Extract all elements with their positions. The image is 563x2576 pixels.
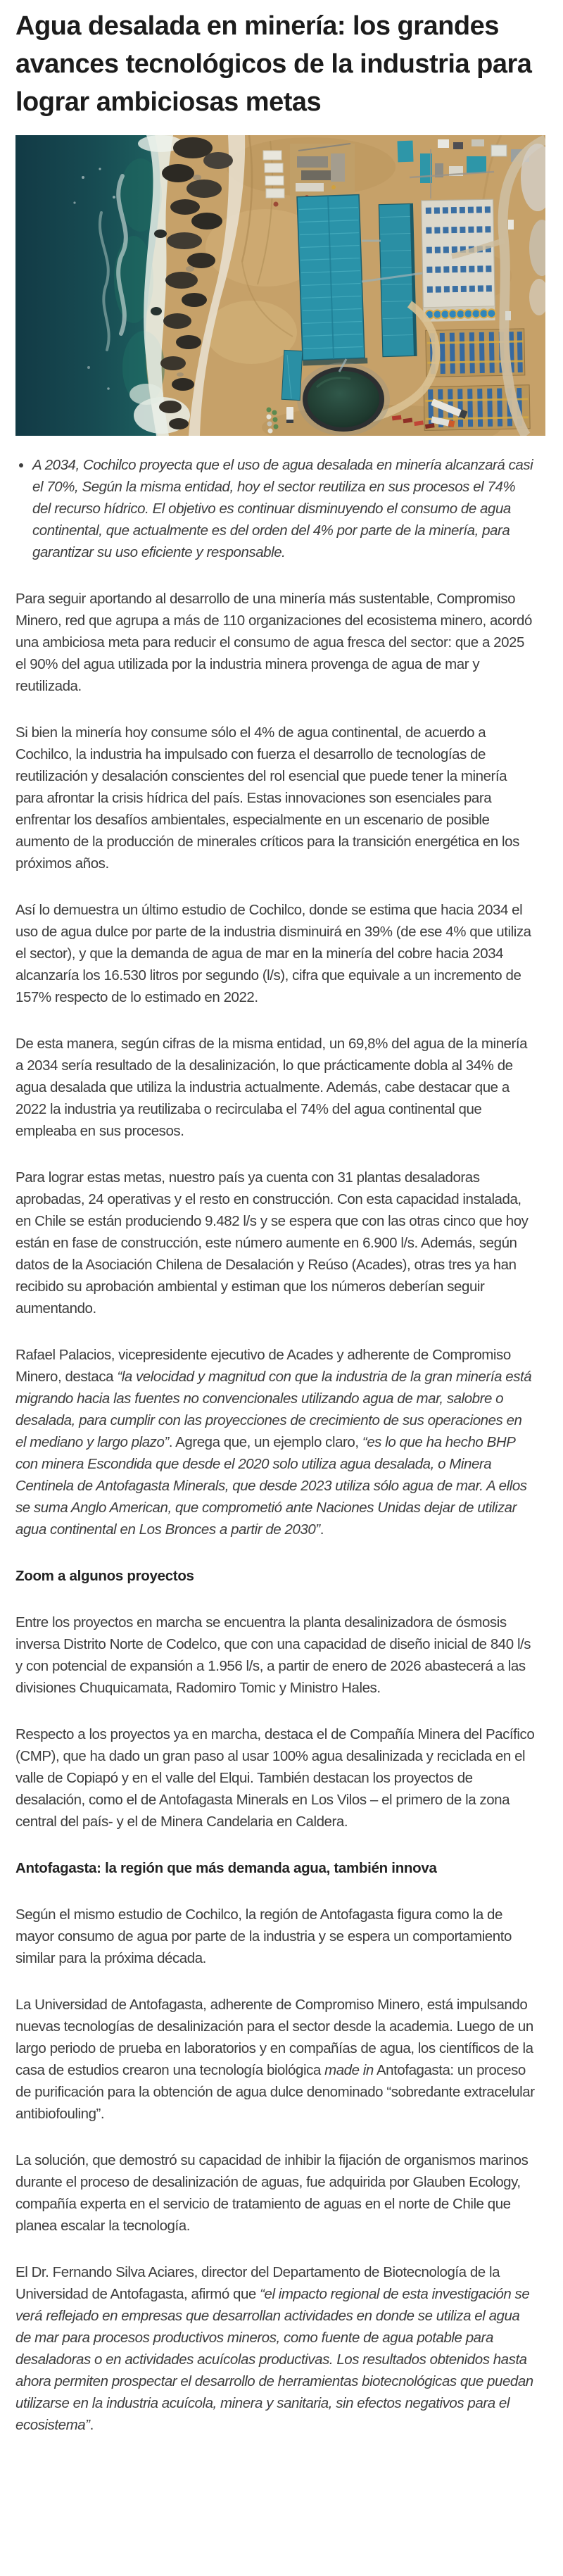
paragraph: De esta manera, según cifras de la misma entidad, un 69,8% del agua de la minería a 2034 sería resultado de la desalinización, lo que prácticamente dobla al 34% de agua desalada que utiliza la industria actualmente. Además, cabe destacar que a 2022 la industria ya reutilizaba o recirculaba el 74% del agua continental que empleaba en sus procesos. [15, 1036, 528, 1139]
circular-pond [297, 363, 390, 436]
lead-bullet-list [15, 454, 535, 563]
paragraph: Según el mismo estudio de Cochilco, la región de Antofagasta figura como la de mayor consumo de agua por parte de la industria y se espera un comportamiento similar para la próxima década. [15, 1906, 512, 1966]
section-heading: Antofagasta: la región que más demanda agua, también innova [15, 1860, 437, 1876]
section-heading: Zoom a algunos proyectos [15, 1568, 194, 1584]
paragraph: La solución, que demostró su capacidad de inhibir la fijación de organismos marinos durante el proceso de desalinización de aguas, fue adquirida por Glauben Ecology, compañía experta en el servicio de tratamiento de aguas en el norte de Chile que planea escalar la tecnología. [15, 2152, 529, 2234]
paragraph: Para seguir aportando al desarrollo de una minería más sustentable, Compromiso Minero, red que agrupa a más de 110 organizaciones del ecosistema minero, acordó una ambiciosa meta para reducir el consumo de agua fresca del sector: que a 2025 el 90% del agua utilizada por la industria minera provenga de agua de mar y reutilizada. [15, 591, 532, 694]
hero-image [15, 135, 545, 436]
desalination-plant-aerial-photo [15, 135, 545, 436]
paragraph: La Universidad de Antofagasta, adherente de Compromiso Minero, está impulsando nuevas tecnologías de desalinización para el sector desde la academia. Luego de un largo periodo de prueba en laboratorios y en compañías de agua, los científicos de la casa de estudios crearon una tecnología biológica made in Antofagasta: un proceso de purificación para la obtención de agua dulce denominado “sobredante extracelular antibiofouling”. [15, 1997, 535, 2122]
paragraph: Entre los proyectos en marcha se encuentra la planta desalinizadora de ósmosis inversa Distrito Norte de Codelco, que con una capacidad de diseño inicial de 840 l/s y con potencial de expansión a 1.956 l/s, a partir de enero de 2026 abastecerá a las divisiones Chuquicamata, Radomiro Tomic y Ministro Hales. [15, 1614, 531, 1696]
construction-area [290, 144, 355, 200]
article-title: Agua desalada en minería: los grandes avances tecnológicos de la industria para lograr ambiciosas metas [15, 11, 532, 117]
secondary-building [379, 203, 417, 356]
main-plant-building [297, 194, 367, 365]
paragraph: Respecto a los proyectos ya en marcha, destaca el de Compañía Minera del Pacífico (CMP), que ha dado un gran paso al usar 100% agua desalinizada y reciclada en el valle de Copiapó y en el valle del Elqui. También destacan los proyectos de desalación, como el de Antofagasta Minerals en Los Vilos – el primero de la zona central del país- y el de Minera Candelaria en Caldera. [15, 1726, 535, 1830]
lead-bullet: • A 2034, Cochilco proyecta que el uso de agua desalada en minería alcanzará casi el 70%, Según la misma entidad, hoy el sector reutiliza en sus procesos el 74% del recurso hídrico. El objetivo es continuar disminuyendo el consumo de agua continental, que actualmente es del orden del 4% por parte de la minería, para garantizar su uso eficiente y responsable. [32, 454, 535, 563]
article-body [15, 588, 535, 2436]
paragraph: El Dr. Fernando Silva Aciares, director del Departamento de Biotecnología de la Universidad de Antofagasta, afirmó que “el impacto regional de esta investigación se verá reflejado en empresas que desarrollan actividades en donde se utiliza el agua de mar para procesos productivos mineros, como fuente de agua potable para desaladoras o en actividades acuícolas productivas. Los resultados obtenidos hasta ahora permiten prospectar el desarrollo de herramientas biotecnológicas que puedan utilizarse en la industria acuícola, minera y sanitaria, sin efectos negativos para el ecosistema”. [15, 2264, 533, 2433]
paragraph: Rafael Palacios, vicepresidente ejecutivo de Acades y adherente de Compromiso Minero, destaca “la velocidad y magnitud con que la industria de la gran minería está migrando hacia las fuentes no convencionales utilizando agua de mar, salobre o desalada, para cumplir con las proyecciones de crecimiento de sus operaciones en el mediano y largo plazo”. Agrega que, un ejemplo claro, “es lo que ha hecho BHP con minera Escondida que desde el 2020 solo utiliza agua desalada, o Minera Centinela de Antofagasta Minerals, que desde 2023 utiliza sólo agua de mar. A ellos se suma Anglo American, que comprometió ante Naciones Unidas dejar de utilizar agua continental en Los Bronces a partir de 2030”. [15, 1347, 532, 1538]
paragraph: Si bien la minería hoy consume sólo el 4% de agua continental, de acuerdo a Cochilco, la industria ha impulsado con fuerza el desarrollo de tecnologías de reutilización y desalación conscientes del rol esencial que puede tener la minería para afrontar la crisis hídrica del país. Estas innovaciones son esenciales para enfrentar los desafíos ambientales, especialmente en un escenario de posible aumento de la producción de minerales críticos para la transición energética en los próximos años. [15, 724, 519, 872]
membrane-rack-building [422, 199, 496, 322]
paragraph: Así lo demuestra un último estudio de Cochilco, donde se estima que hacia 2034 el uso de agua dulce por parte de la industria disminuirá en 39% (de ese 4% que utiliza el sector), y que la demanda de agua de mar en la minería del cobre hacia 2034 alcanzaría los 16.530 litros por segundo (l/s), cifra que equivale a un incremento de 157% respecto de lo estimado en 2022. [15, 902, 531, 1005]
paragraph: Para lograr estas metas, nuestro país ya cuenta con 31 plantas desaladoras aprobadas, 24 operativas y el resto en construcción. Con esta capacidad instalada, en Chile se están produciendo 9.482 l/s y se espera que con las otras cinco que hoy están en fase de construcción, este número aumente en 6.900 l/s. Además, según datos de la Asociación Chilena de Desalación y Reúso (Acades), otras tres ya han recibido su aprobación ambiental y estiman que los números deberían seguir aumentando. [15, 1169, 529, 1317]
